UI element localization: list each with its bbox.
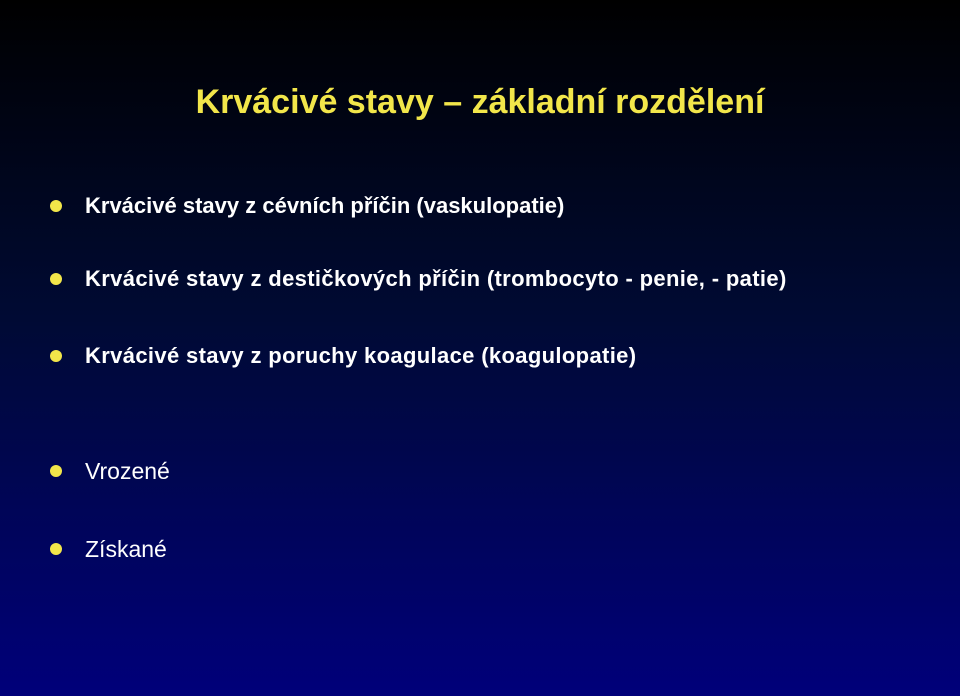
bullet-item-koagulopatie xyxy=(50,341,636,371)
sub-bullet-item-ziskane xyxy=(50,534,167,564)
sub-bullet-text: Vrozené xyxy=(85,458,170,484)
bullet-dot-icon xyxy=(50,465,62,477)
bullet-dot-icon xyxy=(50,543,62,555)
bullet-text: Krvácivé stavy z poruchy koagulace (koagulopatie) xyxy=(85,343,637,368)
sub-bullet-text: Získané xyxy=(85,536,167,562)
bullet-dot-icon xyxy=(50,350,62,362)
slide-title: Krvácivé stavy – základní rozdělení xyxy=(195,83,765,121)
bullet-item-vaskulopatie xyxy=(50,191,564,221)
bullet-text: Krvácivé stavy z cévních příčin (vaskulopatie) xyxy=(85,193,565,218)
bullet-dot-icon xyxy=(50,200,62,212)
bullet-dot-icon xyxy=(50,273,62,285)
bullet-text: Krvácivé stavy z destičkových příčin (trombocyto - penie, - patie) xyxy=(85,266,787,291)
bullet-item-trombocytopenie xyxy=(50,264,787,294)
sub-bullet-item-vrozene xyxy=(50,456,170,486)
